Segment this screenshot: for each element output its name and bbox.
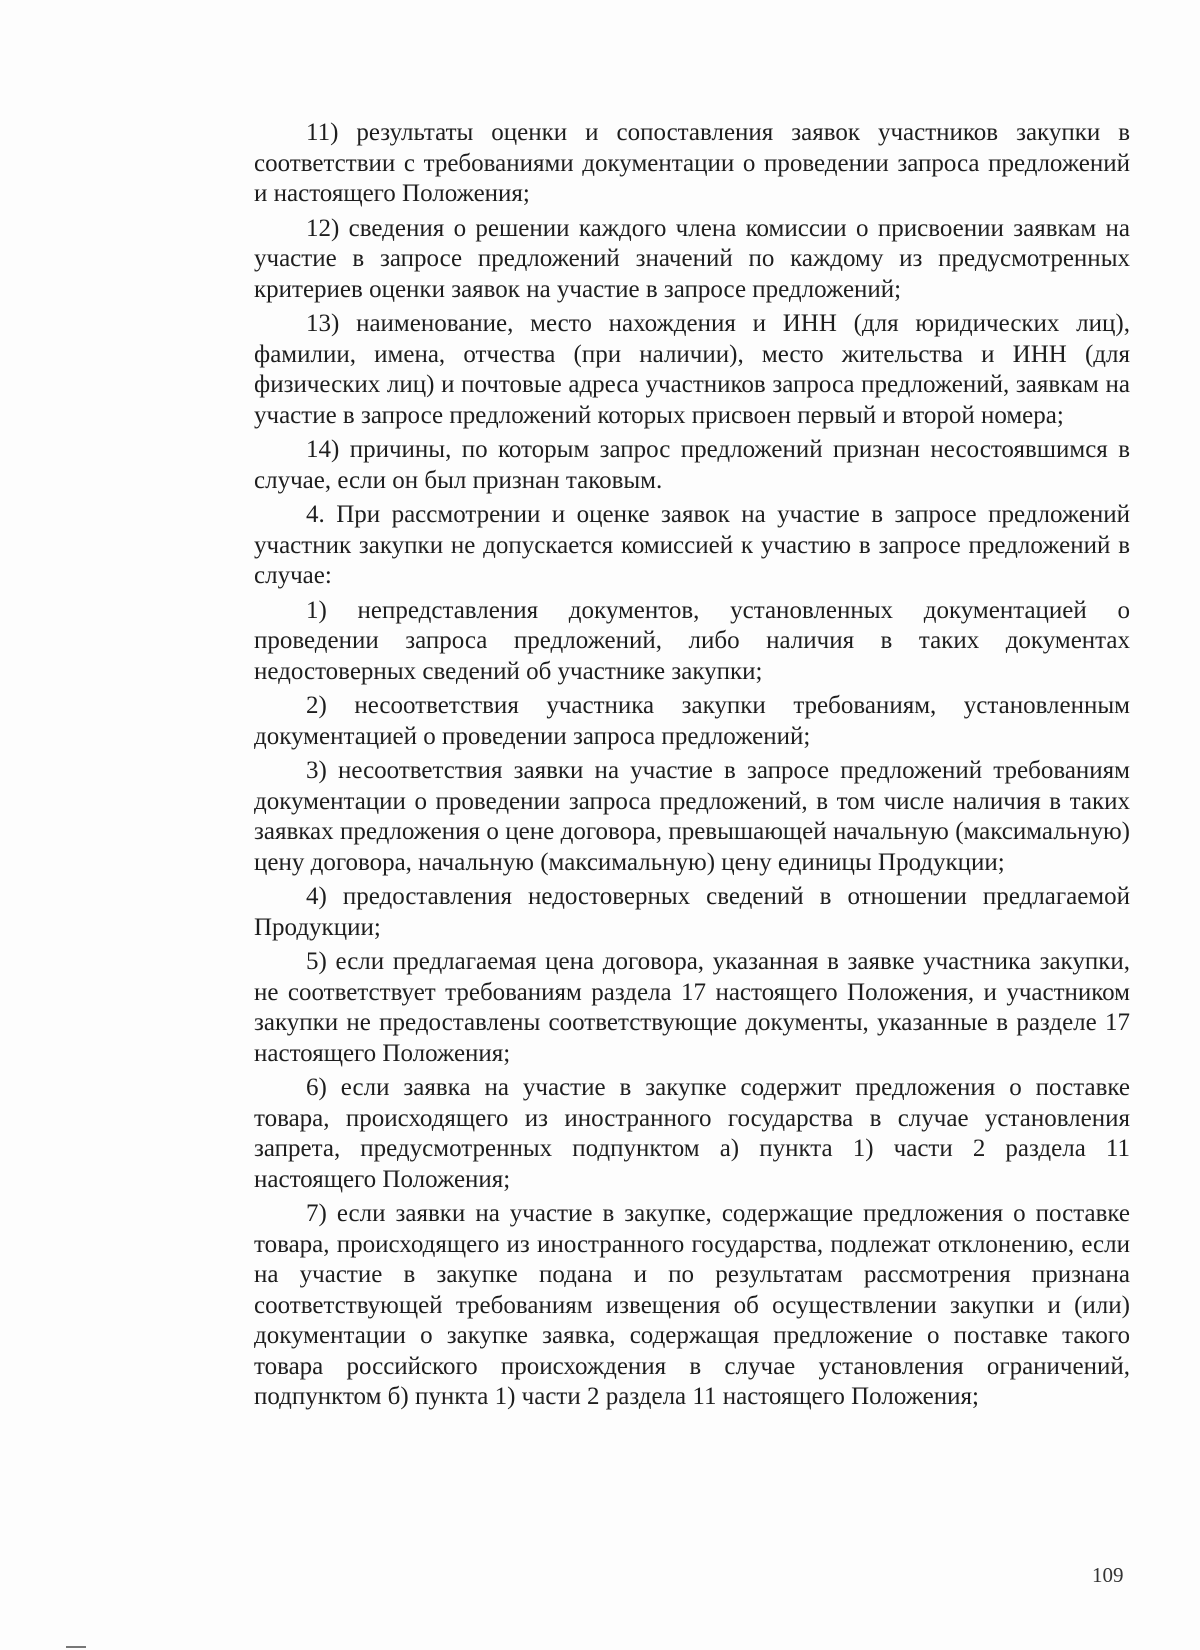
paragraph-subitem-5: 5) если предлагаемая цена договора, указанная в заявке участника закупки, не соответствует требованиям раздела 17 настоящего Положения, и участником закупки не предоставлены соответствующие документы, указанные в разделе 17 настоящего Положения; — [254, 948, 1130, 1067]
paragraph-subitem-7: 7) если заявки на участие в закупке, содержащие предложения о поставке товара, происходящего из иностранного государства, подлежат отклонению, если на участие в закупке подана и по результатам рассмотрения признана соответствующей требованиям извещения об осуществлении закупки и (или) документации о закупке заявка, содержащая предложение о поставке такого товара российского происхождения в случае установления ограничений, подпунктом б) пункта 1) части 2 раздела 11 настоящего Положения; — [254, 1200, 1130, 1410]
paragraph-subitem-3: 3) несоответствия заявки на участие в запросе предложений требованиям документации о проведении запроса предложений, в том числе наличия в таких заявках предложения о цене договора, превышающей начальную (максимальную) цену договора, начальную (максимальную) цену единицы Продукции; — [254, 757, 1130, 876]
paragraph-subitem-6: 6) если заявка на участие в закупке содержит предложения о поставке товара, происходящего из иностранного государства в случае установления запрета, предусмотренных подпунктом а) пункта 1) части 2 раздела 11 настоящего Положения; — [254, 1074, 1130, 1193]
paragraph-clause-4: 4. При рассмотрении и оценке заявок на участие в запросе предложений участник закупки не допускается комиссией к участию в запросе предложений в случае: — [254, 501, 1130, 589]
scan-artifact-mark — [66, 1646, 86, 1648]
paragraph-item-11: 11) результаты оценки и сопоставления заявок участников закупки в соответствии с требованиями документации о проведении запроса предложений и настоящего Положения; — [254, 119, 1130, 207]
paragraph-subitem-1: 1) непредставления документов, установленных документацией о проведении запроса предложений, либо наличия в таких документах недостоверных сведений об участнике закупки; — [254, 596, 1130, 685]
paragraph-item-13: 13) наименование, место нахождения и ИНН (для юридических лиц), фамилии, имена, отчества (при наличии), место жительства и ИНН (для физических лиц) и почтовые адреса участников запроса предложений, заявкам на участие в запросе предложений которых присвоен первый и второй номера; — [254, 310, 1130, 429]
page-number: 109 — [1092, 1563, 1124, 1587]
paragraph-item-12: 12) сведения о решении каждого члена комиссии о присвоении заявкам на участие в запросе предложений значений по каждому из предусмотренных критериев оценки заявок на участие в запросе предложений; — [254, 214, 1130, 303]
document-body — [254, 118, 1130, 1417]
paragraph-item-14: 14) причины, по которым запрос предложений признан несостоявшимся в случае, если он был признан таковым. — [254, 436, 1130, 494]
paragraph-subitem-4: 4) предоставления недостоверных сведений в отношении предлагаемой Продукции; — [254, 883, 1130, 941]
paragraph-subitem-2: 2) несоответствия участника закупки требованиям, установленным документацией о проведении запроса предложений; — [254, 692, 1130, 750]
